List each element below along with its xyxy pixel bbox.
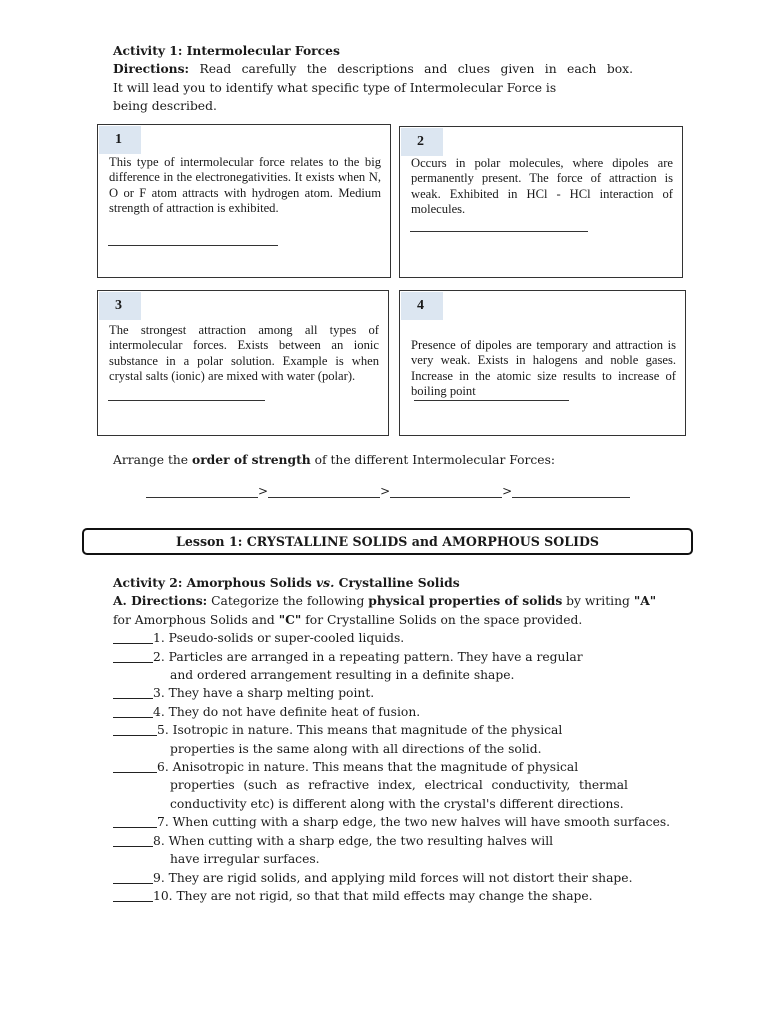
property-item-3: 3. They have a sharp melting point. — [113, 684, 713, 702]
answer-blank[interactable] — [113, 721, 157, 736]
property-item-2: 2. Particles are arranged in a repeating pattern. They have a regular and ordered arrangement resulting in a definite shape. — [113, 648, 713, 685]
box-number: 4 — [401, 292, 443, 320]
activity1-header — [113, 42, 633, 116]
greater-than: > — [258, 484, 269, 498]
clue-text: This type of intermolecular force relates to the big difference in the electronegativities. It exists when N, O or F atom attracts with hydrogen atom. Medium strength of attraction is exhibited. — [109, 155, 381, 215]
answer-line[interactable] — [108, 400, 265, 401]
greater-than: > — [380, 484, 391, 498]
answer-blank[interactable] — [113, 758, 157, 773]
answer-line[interactable] — [108, 245, 278, 246]
item-continuation: and ordered arrangement resulting in a definite shape. — [170, 668, 515, 683]
property-item-7: 7. When cutting with a sharp edge, the two new halves will have smooth surfaces. — [113, 813, 713, 831]
order-blank-1[interactable] — [146, 497, 258, 498]
order-blank-2[interactable] — [268, 497, 380, 498]
item-continuation: have irregular surfaces. — [170, 852, 320, 867]
property-item-6: 6. Anisotropic in nature. This means that the magnitude of physical properties (such as refractive index, electrical conductivity, thermal conductivity etc) is different along with the crystal's different directions. — [113, 758, 713, 813]
answer-blank[interactable] — [113, 887, 153, 902]
property-item-5: 5. Isotropic in nature. This means that magnitude of the physical properties is the same along with all directions of the solid. — [113, 721, 713, 758]
activity2-directions: A. Directions: Categorize the following physical properties of solids by writing "A" — [113, 593, 657, 609]
answer-blank[interactable] — [113, 869, 153, 884]
item-continuation: properties (such as refractive index, electrical conductivity, thermal conductivity etc) is different along with the crystal's different directions. — [170, 778, 628, 811]
greater-than: > — [502, 484, 513, 498]
answer-blank[interactable] — [113, 648, 153, 663]
directions-line: It will lead you to identify what specific type of Intermolecular Force is — [113, 80, 557, 95]
activity1-title: Activity 1: Intermolecular Forces — [113, 43, 340, 58]
activity1-directions: Directions: Read carefully the descriptions and clues given in each box. — [113, 61, 633, 77]
answer-line[interactable] — [410, 231, 588, 232]
clue-text: Occurs in polar molecules, where dipoles are permanently present. The force of attraction is weak. Exhibited in HCl - HCl interaction of molecules. — [411, 156, 673, 216]
order-blank-3[interactable] — [390, 497, 502, 498]
directions-line: being described. — [113, 99, 217, 114]
property-item-1: 1. Pseudo-solids or super-cooled liquids. — [113, 629, 713, 647]
item-continuation: properties is the same along with all directions of the solid. — [170, 741, 542, 756]
property-item-9: 9. They are rigid solids, and applying mild forces will not distort their shape. — [113, 869, 713, 887]
clue-box-3 — [97, 290, 389, 436]
order-blank-4[interactable] — [512, 497, 630, 498]
box-number: 3 — [99, 292, 141, 320]
activity2-directions-2: for Amorphous Solids and "C" for Crystalline Solids on the space provided. — [113, 611, 583, 627]
clue-box-2 — [399, 126, 683, 278]
box-number: 1 — [99, 126, 141, 154]
box-number: 2 — [401, 128, 443, 156]
property-item-10: 10. They are not rigid, so that that mild effects may change the shape. — [113, 887, 713, 905]
answer-line[interactable] — [414, 400, 569, 401]
arrange-instruction: Arrange the order of strength of the different Intermolecular Forces: — [113, 452, 556, 467]
answer-blank[interactable] — [113, 813, 157, 828]
clue-box-4 — [399, 290, 686, 436]
clue-box-1 — [97, 124, 391, 278]
strength-order-row — [146, 484, 630, 498]
answer-blank[interactable] — [113, 629, 153, 644]
clue-text: The strongest attraction among all types of intermolecular forces. Exists between an ionic substance in a polar solution. Example is when crystal salts (ionic) are mixed with water (polar). — [109, 323, 379, 383]
answer-blank[interactable] — [113, 703, 153, 718]
lesson-title: Lesson 1: CRYSTALLINE SOLIDS and AMORPHOUS SOLIDS — [82, 528, 693, 555]
activity2 — [113, 574, 713, 905]
answer-blank[interactable] — [113, 684, 153, 699]
property-item-4: 4. They do not have definite heat of fusion. — [113, 703, 713, 721]
property-item-8: 8. When cutting with a sharp edge, the two resulting halves will have irregular surfaces. — [113, 832, 713, 869]
clue-text: Presence of dipoles are temporary and attraction is very weak. Exists in halogens and noble gases. Increase in the atomic size results to increase of boiling point — [411, 338, 676, 398]
answer-blank[interactable] — [113, 832, 153, 847]
activity2-title: Activity 2: Amorphous Solids vs. Crystalline Solids — [113, 575, 460, 590]
